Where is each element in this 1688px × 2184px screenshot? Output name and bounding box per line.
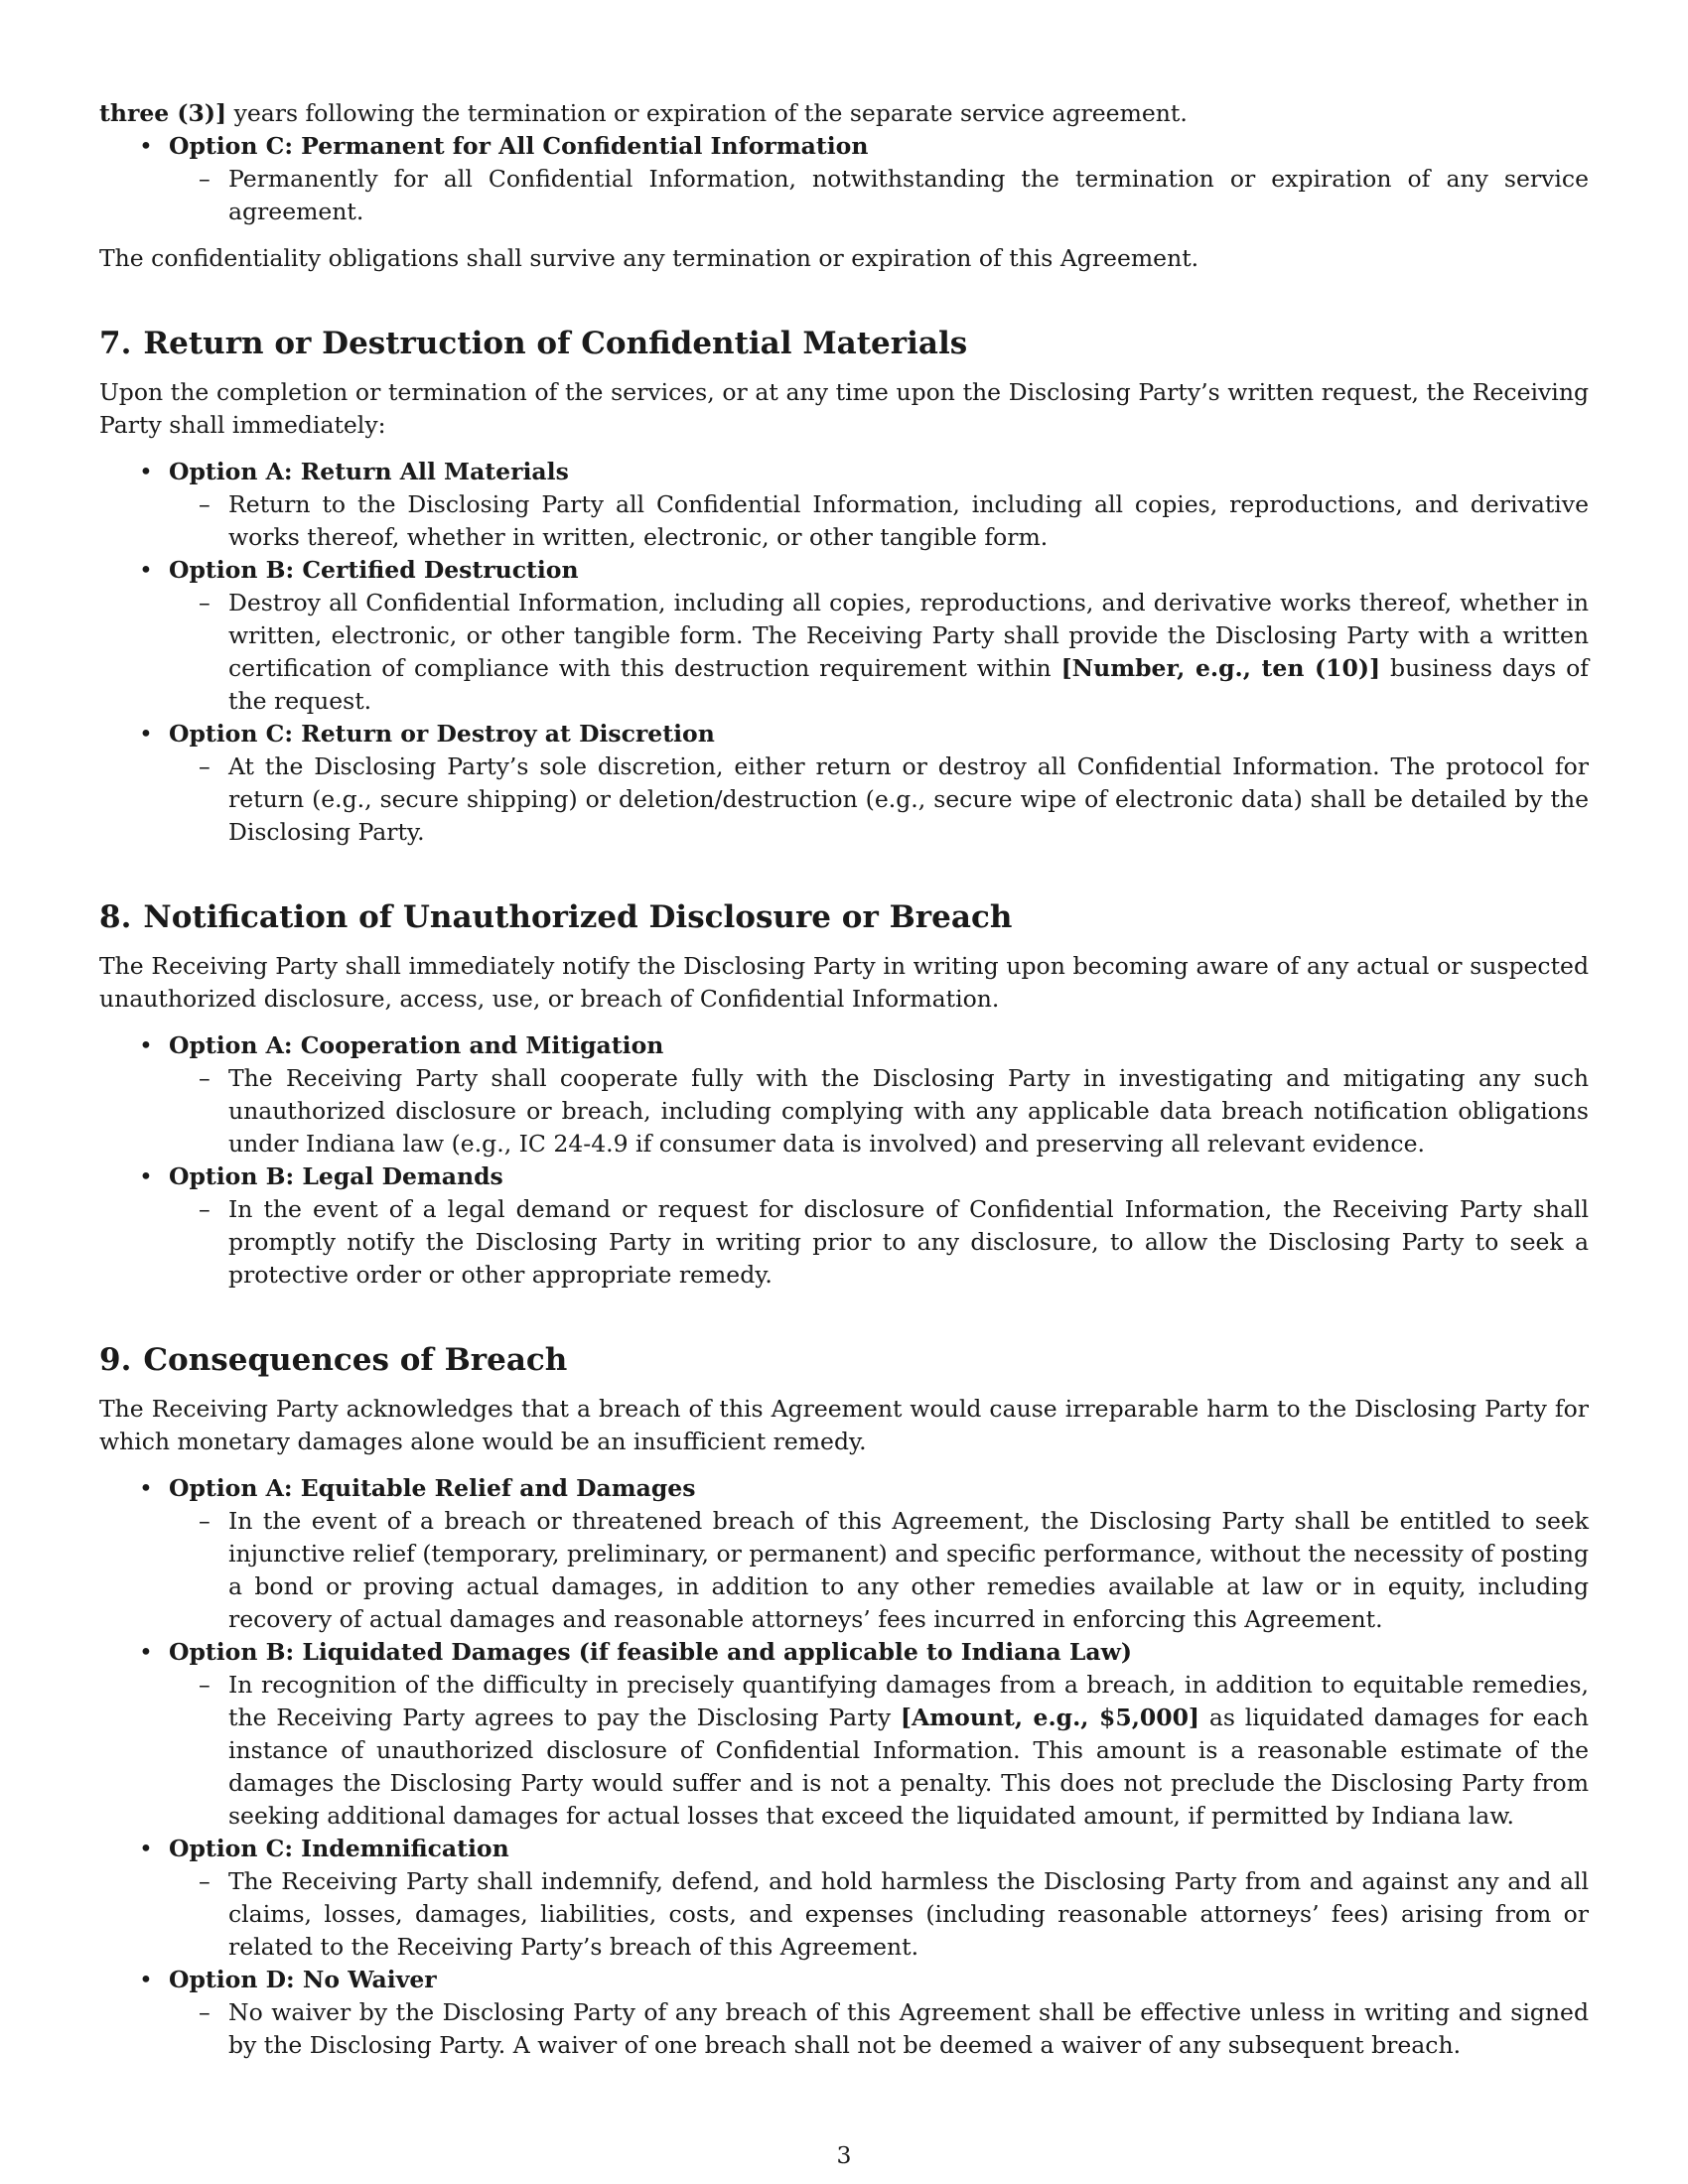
- list-item: [99, 1472, 1589, 1636]
- list-item: [99, 456, 1589, 554]
- option-text: – The Receiving Party shall cooperate fully with the Disclosing Party in investigating and mitigating any such unauthorized disclosure or breach, including complying with any applicable data breach notification obligations under Indiana law (e.g., IC 24-4.9 if consumer data is involved) and preserving all relevant evidence.: [169, 1062, 1589, 1160]
- section-intro: The Receiving Party acknowledges that a breach of this Agreement would cause irreparable harm to the Disclosing Party for which monetary damages alone would be an insufficient remedy.: [99, 1395, 1589, 1455]
- number-placeholder: [Number, e.g., ten (10)]: [1060, 654, 1381, 682]
- list-item: [99, 130, 1589, 228]
- list-item: [99, 1636, 1589, 1833]
- option-title: • Option A: Equitable Relief and Damages: [169, 1474, 696, 1502]
- option-title: • Option C: Return or Destroy at Discretion: [169, 720, 715, 748]
- continued-text: three (3)] years following the termination or expiration of the separate service agreement.: [99, 99, 1188, 127]
- option-text: – In the event of a breach or threatened breach of this Agreement, the Disclosing Party shall be entitled to seek injunctive relief (temporary, preliminary, or permanent) and specific performance, without the necessity of posting a bond or proving actual damages, in addition to any other remedies available at law or in equity, including recovery of actual damages and reasonable attorneys’ fees incurred in enforcing this Agreement.: [169, 1505, 1589, 1636]
- option-text: – Destroy all Confidential Information, including all copies, reproductions, and derivative works thereof, whether in written, electronic, or other tangible form. The Receiving Party shall provide the Disclosing Party with a written certification of compliance with this destruction requirement within [Number, e.g., ten (10)] business days of the request.: [169, 587, 1589, 718]
- list-item: [99, 718, 1589, 849]
- list-item: [99, 1160, 1589, 1292]
- option-text: – At the Disclosing Party’s sole discretion, either return or destroy all Confidential Information. The protocol for return (e.g., secure shipping) or deletion/destruction (e.g., secure wipe of electronic data) shall be detailed by the Disclosing Party.: [169, 751, 1589, 849]
- page-number: 3: [836, 2141, 852, 2169]
- option-title: • Option C: Permanent for All Confidential Information: [169, 132, 869, 160]
- survival-paragraph: The confidentiality obligations shall survive any termination or expiration of this Agreement.: [99, 244, 1199, 272]
- option-title: • Option B: Certified Destruction: [169, 556, 579, 584]
- duration-placeholder: three (3)]: [99, 99, 227, 127]
- option-title: • Option A: Cooperation and Mitigation: [169, 1031, 664, 1059]
- list-item: [99, 1833, 1589, 1964]
- option-title: • Option C: Indemnification: [169, 1835, 509, 1862]
- amount-placeholder: [Amount, e.g., $5,000]: [900, 1704, 1200, 1731]
- section-heading: 7. Return or Destruction of Confidential Materials: [99, 326, 968, 361]
- list-item: [99, 1964, 1589, 2062]
- option-title: • Option D: No Waiver: [169, 1966, 437, 1993]
- option-text: – In the event of a legal demand or request for disclosure of Confidential Information, the Receiving Party shall promptly notify the Disclosing Party in writing prior to any disclosure, to allow the Disclosing Party to seek a protective order or other appropriate remedy.: [169, 1193, 1589, 1292]
- option-text: – In recognition of the difficulty in precisely quantifying damages from a breach, in addition to equitable remedies, the Receiving Party agrees to pay the Disclosing Party [Amount, e.g., $5,000] as liquidated damages for each instance of unauthorized disclosure of Confidential Information. This amount is a reasonable estimate of the damages the Disclosing Party would suffer and is not a penalty. This does not preclude the Disclosing Party from seeking additional damages for actual losses that exceed the liquidated amount, if permitted by Indiana law.: [169, 1669, 1589, 1833]
- option-text: – No waiver by the Disclosing Party of any breach of this Agreement shall be effective unless in writing and signed by the Disclosing Party. A waiver of one breach shall not be deemed a waiver of any subsequent breach.: [169, 1996, 1589, 2062]
- option-title: • Option A: Return All Materials: [169, 458, 569, 485]
- section-intro: Upon the completion or termination of the services, or at any time upon the Disclosing Party’s written request, the Receiving Party shall immediately:: [99, 378, 1589, 439]
- option-text: – Permanently for all Confidential Information, notwithstanding the termination or expiration of any service agreement.: [169, 163, 1589, 228]
- list-item: [99, 1029, 1589, 1160]
- list-item: [99, 554, 1589, 718]
- section-intro: The Receiving Party shall immediately notify the Disclosing Party in writing upon becoming aware of any actual or suspected unauthorized disclosure, access, use, or breach of Confidential Information.: [99, 952, 1589, 1013]
- section-heading: 8. Notification of Unauthorized Disclosure or Breach: [99, 899, 1013, 935]
- option-text: – Return to the Disclosing Party all Confidential Information, including all copies, reproductions, and derivative works thereof, whether in written, electronic, or other tangible form.: [169, 488, 1589, 554]
- option-list: [99, 130, 1589, 228]
- option-title: • Option B: Legal Demands: [169, 1162, 503, 1190]
- option-text: – The Receiving Party shall indemnify, defend, and hold harmless the Disclosing Party from and against any and all claims, losses, damages, liabilities, costs, and expenses (including reasonable attorneys’ fees) arising from or related to the Receiving Party’s breach of this Agreement.: [169, 1865, 1589, 1964]
- option-title: • Option B: Liquidated Damages (if feasible and applicable to Indiana Law): [169, 1638, 1132, 1666]
- option-list: [99, 1472, 1589, 2062]
- section-heading: 9. Consequences of Breach: [99, 1342, 568, 1378]
- option-list: [99, 1029, 1589, 1292]
- document-page: [99, 97, 1589, 2062]
- option-list: [99, 456, 1589, 849]
